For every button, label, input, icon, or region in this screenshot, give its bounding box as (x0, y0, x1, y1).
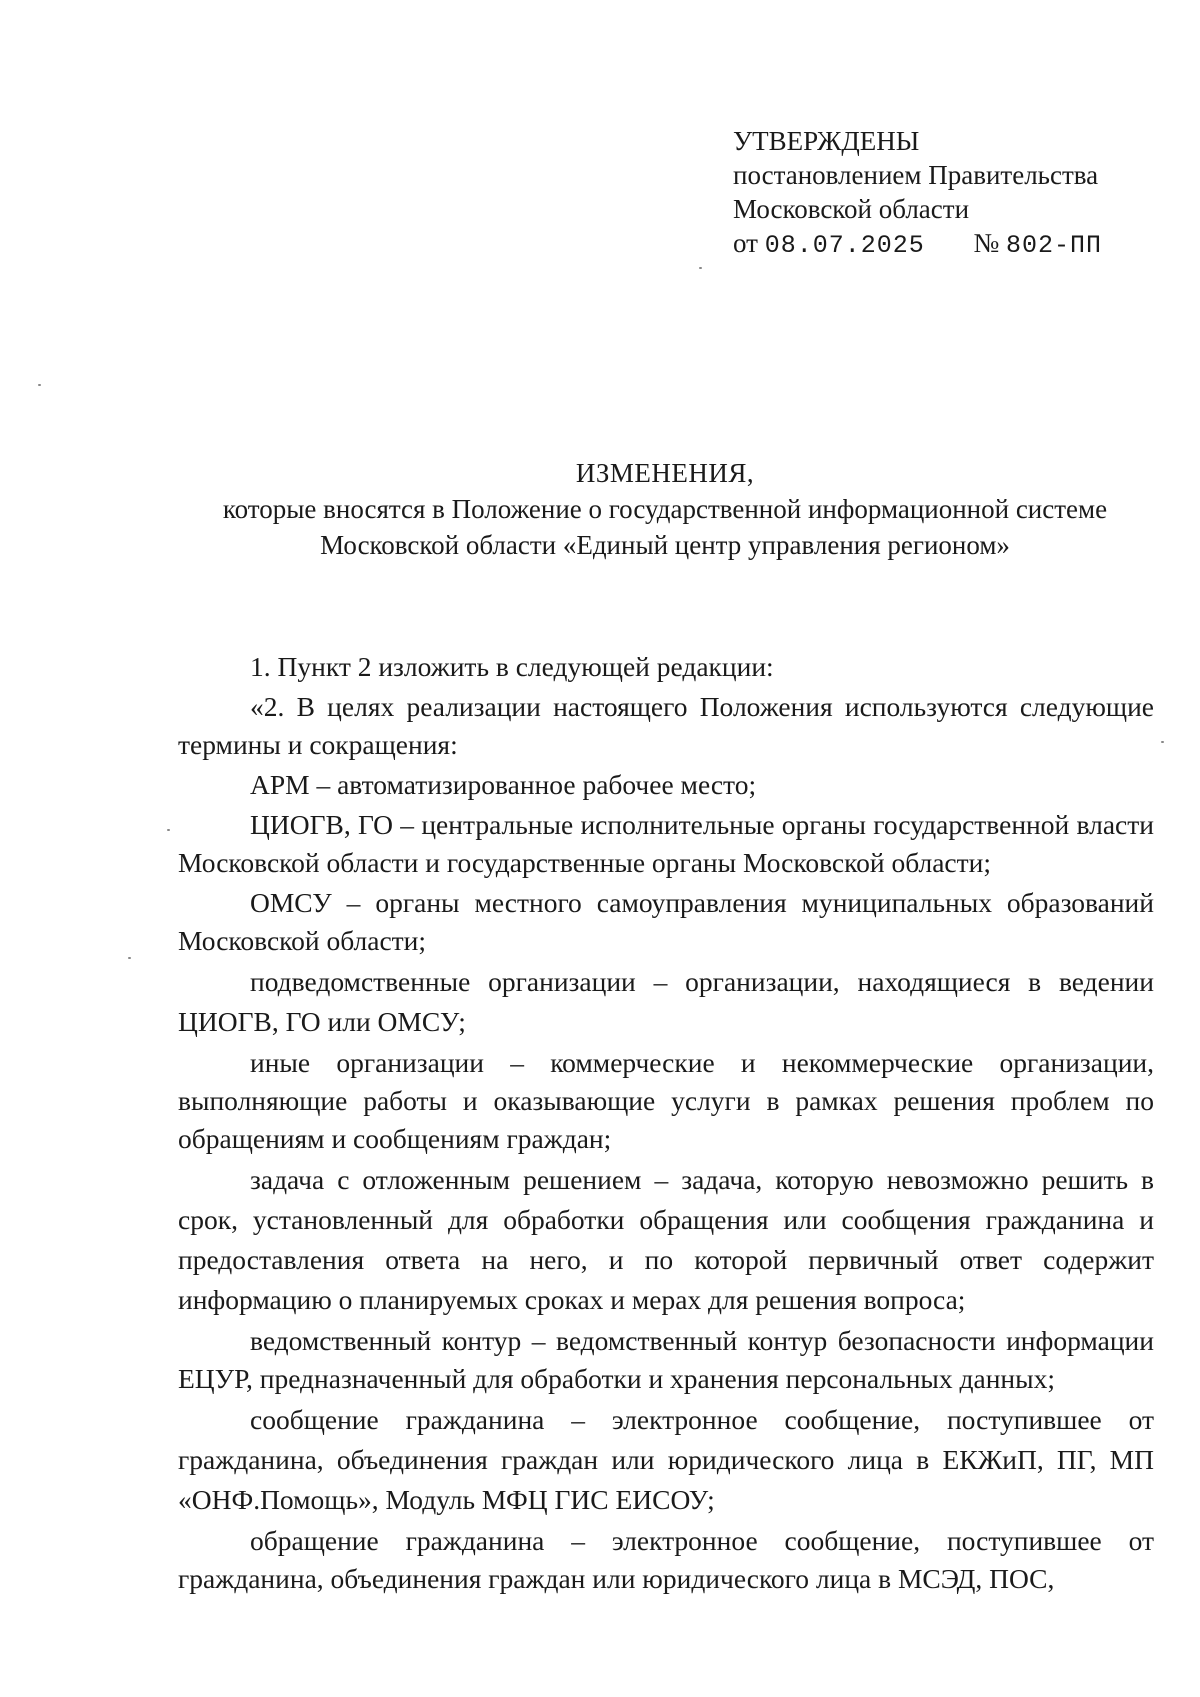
paragraph-11: обращение гражданина – электронное сообщение, поступившее от гражданина, объединения граждан или юридического лица в МСЭД, ПОС, (178, 1525, 1154, 1594)
title-main: ИЗМЕНЕНИЯ, (575, 458, 755, 488)
scan-speck (38, 384, 41, 386)
date-prefix: от (733, 228, 758, 258)
paragraph-6: подведомственные организации – организации, находящиеся в ведении ЦИОГВ, ГО или ОМСУ; (178, 966, 1154, 1037)
approval-date: 08.07.2025 (764, 231, 925, 260)
approval-line-2: Московской области (733, 194, 970, 224)
paragraph-5: ОМСУ – органы местного самоуправления муниципальных образований Московской области; (178, 887, 1154, 956)
paragraph-7: иные организации – коммерческие и некоммерческие организации, выполняющие работы и оказывающие услуги в рамках решения проблем по обращениям и сообщениям граждан; (178, 1047, 1154, 1154)
scan-speck (1161, 741, 1164, 743)
document-title (165, 455, 1165, 563)
title-line-1: которые вносятся в Положение о государственной информационной системе (222, 494, 1108, 524)
scan-speck (128, 957, 131, 959)
title-line-2: Московской области «Единый центр управления регионом» (320, 530, 1010, 560)
approval-date-line (733, 226, 1102, 263)
scan-speck (167, 829, 170, 831)
paragraph-8: задача с отложенным решением – задача, которую невозможно решить в срок, установленный для обработки обращения или сообщения гражданина и предоставления ответа на него, и по которой первичный ответ содержит информацию о планируемых сроках и мерах для решения вопроса; (178, 1164, 1154, 1315)
approval-line-1: постановлением Правительства (733, 160, 1099, 190)
paragraph-3: АРМ – автоматизированное рабочее место; (250, 769, 757, 800)
approval-block (733, 124, 1102, 263)
paragraph-9: ведомственный контур – ведомственный контур безопасности информации ЕЦУР, предназначенный для обработки и хранения персональных данных; (178, 1325, 1154, 1394)
paragraph-1: 1. Пункт 2 изложить в следующей редакции: (250, 651, 774, 682)
approval-heading: УТВЕРЖДЕНЫ (733, 126, 920, 156)
number-sign: № (973, 228, 1000, 258)
paragraph-2: «2. В целях реализации настоящего Положения используются следующие термины и сокращения: (178, 691, 1154, 760)
paragraph-10: сообщение гражданина – электронное сообщение, поступившее от гражданина, объединения граждан или юридического лица в ЕКЖиП, ПГ, МП «ОНФ.Помощь», Модуль МФЦ ГИС ЕИСОУ; (178, 1404, 1154, 1515)
document-body (178, 648, 1154, 1600)
approval-number: 802-ПП (1006, 231, 1103, 260)
paragraph-4: ЦИОГВ, ГО – центральные исполнительные органы государственной власти Московской области и государственные органы Московской области; (178, 809, 1154, 878)
scan-speck (699, 267, 702, 269)
